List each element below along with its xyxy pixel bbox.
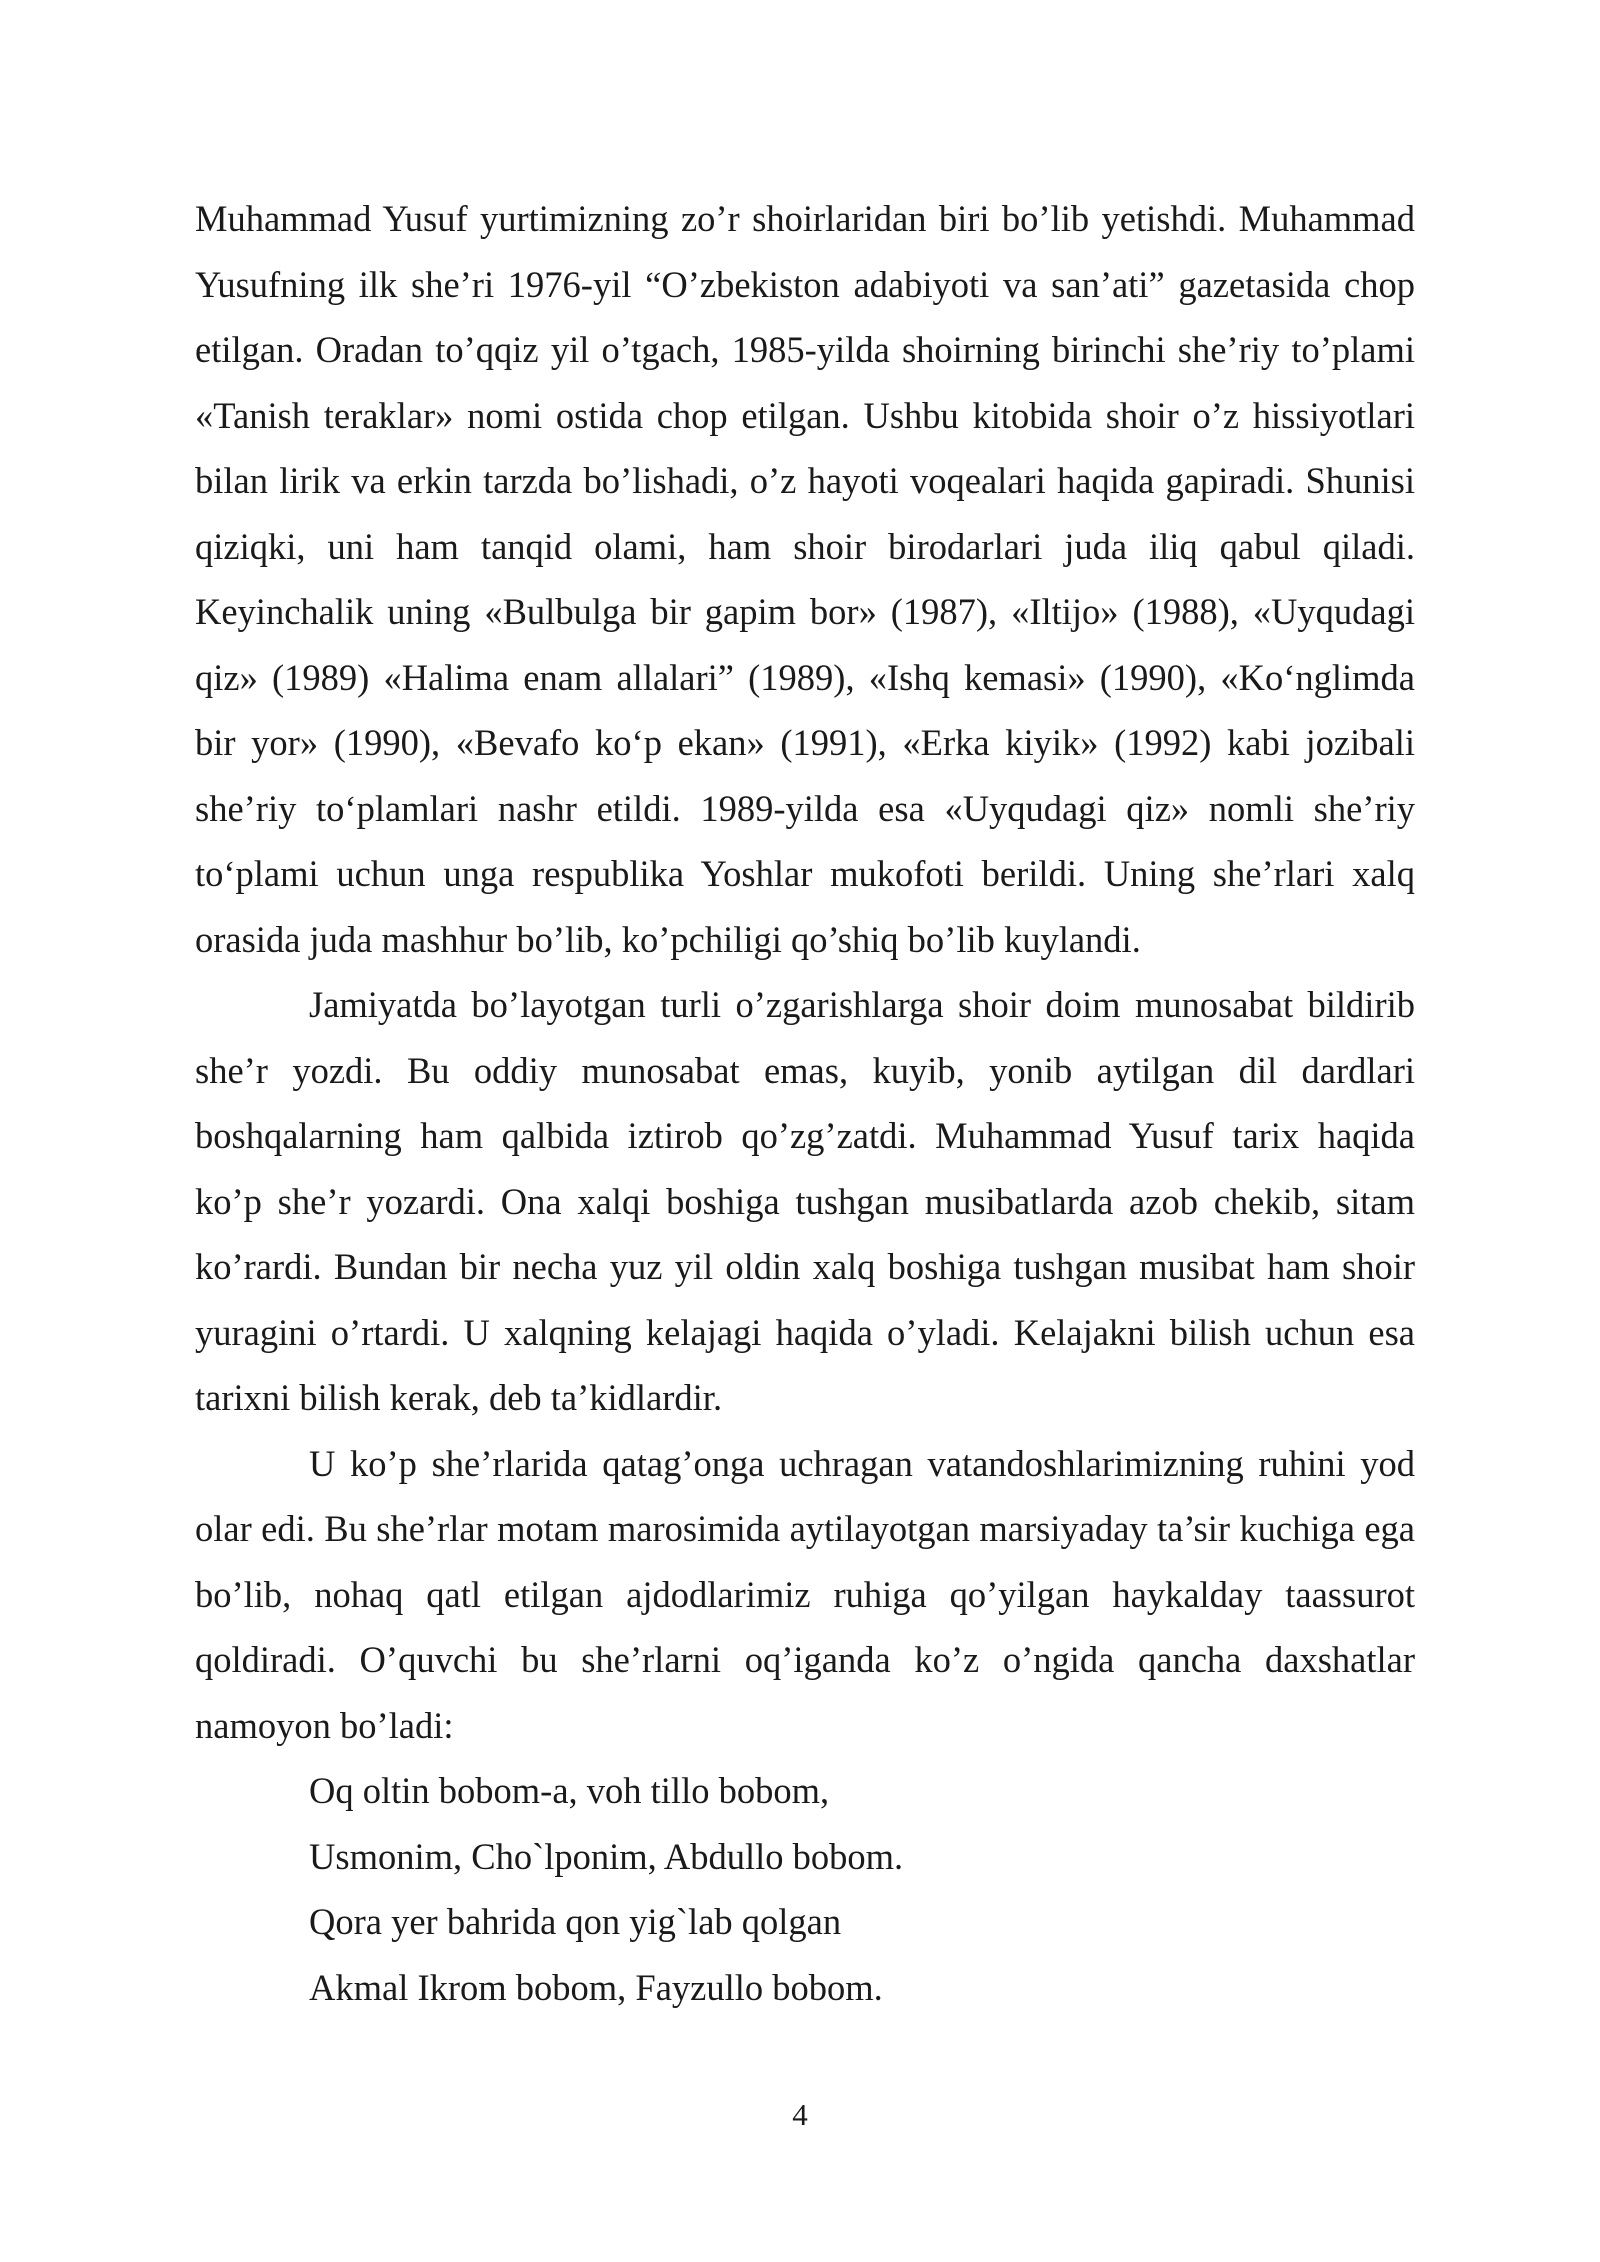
verse-quote: [195, 1758, 1415, 2020]
page-number: 4: [792, 2097, 808, 2132]
verse-line-2: Usmonim, Cho`lponim, Abdullo bobom.: [309, 1835, 904, 1877]
paragraph-2: Jamiyatda bo’layotgan turli o’zgarishlarga shoir doim munosabat bildirib she’r yozdi. Bu oddiy munosabat emas, kuyib, yonib aytilgan dil dardlari boshqalarning ham qalbida iztirob qo’zg’zatdi. Muhammad Yusuf tarix haqida ko’p she’r yozardi. Ona xalqi boshiga tushgan musibatlarda azob chekib, sitam ko’rardi. Bundan bir necha yuz yil oldin xalq boshiga tushgan musibat ham shoir yuragini o’rtardi. U xalqning kelajagi haqida o’yladi. Kelajakni bilish uchun esa tarixni bilish kerak, deb ta’kidlardir.: [195, 984, 1415, 1418]
verse-line-4: Akmal Ikrom bobom, Fayzullo bobom.: [309, 1966, 883, 2008]
paragraph-1: Muhammad Yusuf yurtimizning zo’r shoirlaridan biri bo’lib yetishdi. Muhammad Yusufning ilk she’ri 1976-yil “O’zbekiston adabiyoti va san’ati” gazetasida chop etilgan. Oradan to’qqiz yil o’tgach, 1985-yilda shoirning birinchi she’riy to’plami «Tanish teraklar» nomi ostida chop etilgan. Ushbu kitobida shoir o’z hissiyotlari bilan lirik va erkin tarzda bo’lishadi, o’z hayoti voqealari haqida gapiradi. Shunisi qiziqki, uni ham tanqid olami, ham shoir birodarlari juda iliq qabul qiladi. Keyinchalik uning «Bulbulga bir gapim bor» (1987), «Iltijo» (1988), «Uyqudagi qiz» (1989) «Halima enam allalari” (1989), «Ishq kemasi» (1990), «Ko‘nglimda bir yor» (1990), «Bevafo ko‘p ekan» (1991), «Erka kiyik» (1992) kabi jozibali she’riy to‘plamlari nashr etildi. 1989-yilda esa «Uyqudagi qiz» nomli she’riy to‘plami uchun unga respublika Yoshlar mukofoti berildi. Uning she’rlari xalq orasida juda mashhur bo’lib, ko’pchiligi qo’shiq bo’lib kuylandi.: [195, 198, 1415, 960]
paragraph-3: U ko’p she’rlarida qatag’onga uchragan vatandoshlarimizning ruhini yod olar edi. Bu she’rlar motam marosimida aytilayotgan marsiyaday ta’sir kuchiga ega bo’lib, nohaq qatl etilgan ajdodlarimiz ruhiga qo’yilgan haykalday taassurot qoldiradi. O’quvchi bu she’rlarni oq’iganda ko’z o’ngida qancha daxshatlar namoyon bo’ladi:: [195, 1442, 1415, 1746]
verse-line-1: Oq oltin bobom-a, voh tillo bobom,: [309, 1770, 830, 1811]
verse-line-3: Qora yer bahrida qon yig`lab qolgan: [309, 1901, 842, 1942]
body-text: [195, 186, 1415, 2020]
